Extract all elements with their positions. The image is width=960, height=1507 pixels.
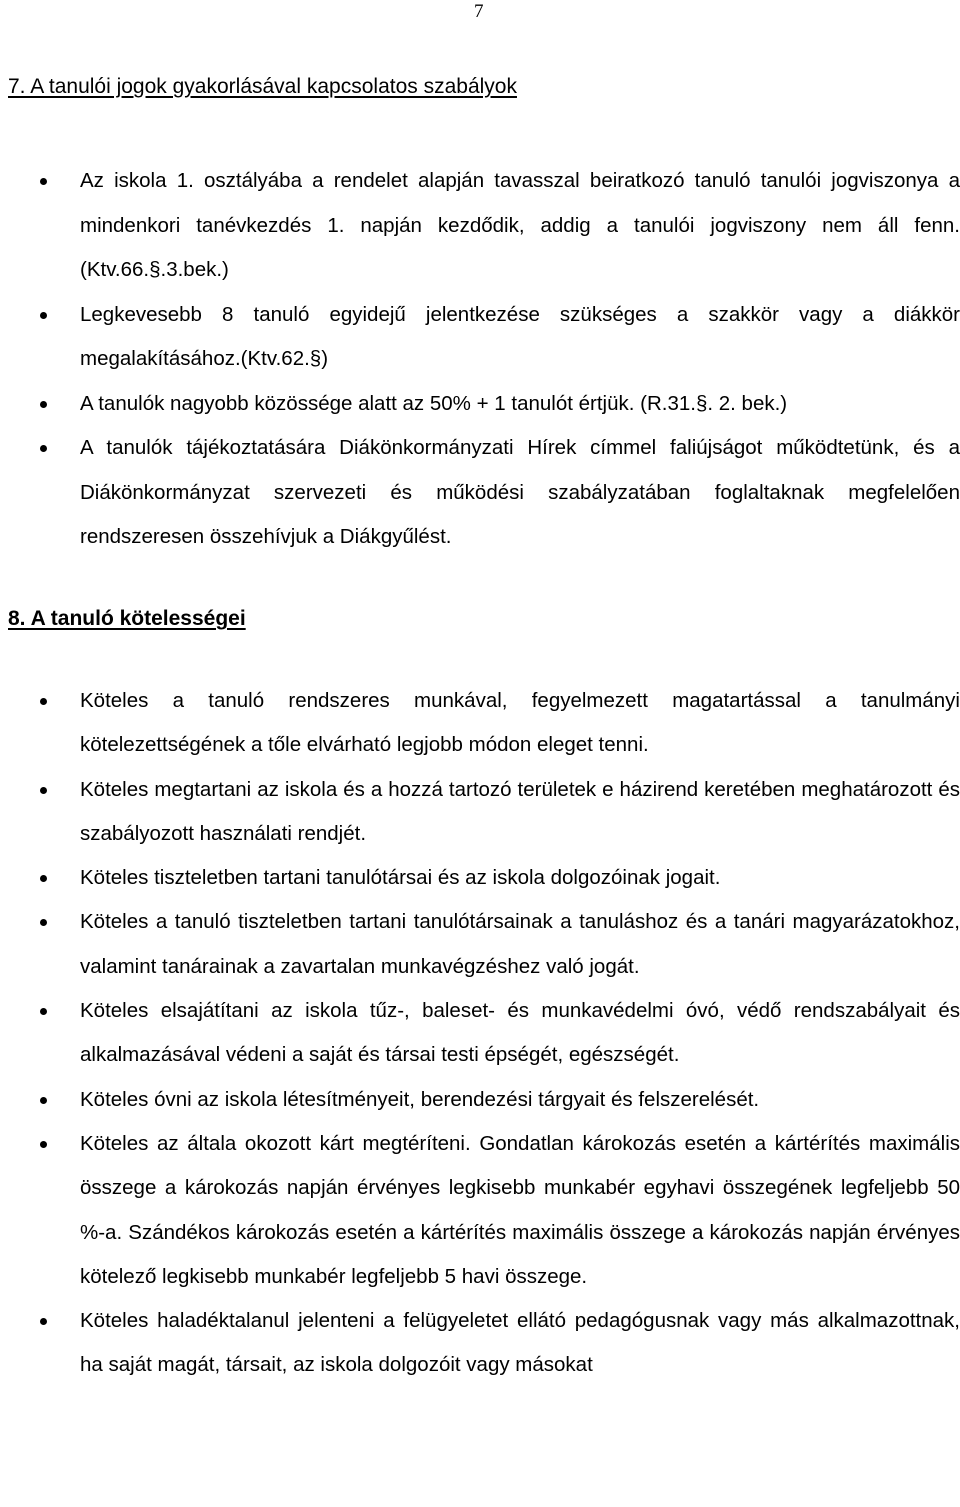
bullet-icon [40,698,47,705]
page-number: 7 [474,1,484,22]
list-item [0,1122,960,1299]
list-item-text: Köteles a tanuló tiszteletben tartani tanulótársainak a tanuláshoz és a tanári magyarázatokhoz, valamint tanárainak a zavartalan munkavégzéshez való jogát. [80,910,960,978]
list-item-text: Köteles a tanuló rendszeres munkával, fegyelmezett magatartással a tanulmányi kötelezettségének a tőle elvárható legjobb módon eleget tenni. [80,689,960,757]
bullet-icon [40,1008,47,1015]
list-item [0,159,960,293]
bullet-icon [40,787,47,794]
list-item [0,426,960,560]
list-item-text: Köteles haladéktalanul jelenteni a felügyeletet ellátó pedagógusnak vagy más alkalmazottnak, ha saját magát, társait, az iskola dolgozóit vagy másokat [80,1309,960,1377]
bullet-icon [40,1318,47,1325]
bullet-icon [40,1097,47,1104]
list-item-text: Köteles tiszteletben tartani tanulótársai és az iskola dolgozóinak jogait. [80,866,721,890]
list-item [0,679,960,768]
list-item [0,293,960,382]
student-rights-list [0,159,960,560]
bullet-icon [40,445,47,452]
list-item [0,900,960,989]
list-item-text: Az iskola 1. osztályába a rendelet alapján tavasszal beiratkozó tanuló tanulói jogviszonya a mindenkori tanévkezdés 1. napján kezdődik, addig a tanulói jogviszony nem áll fenn. (Ktv.66.§.3.bek.) [80,169,960,281]
list-item [0,1299,960,1388]
list-item-text: A tanulók nagyobb közössége alatt az 50% + 1 tanulót értjük. (R.31.§. 2. bek.) [80,391,788,415]
bullet-icon [40,178,47,185]
list-item [0,382,960,427]
list-item-text: Legkevesebb 8 tanuló egyidejű jelentkezése szükséges a szakkör vagy a diákkör megalakításához.(Ktv.62.§) [80,302,960,370]
bullet-icon [40,401,47,408]
section-heading-student-duties: 8. A tanuló kötelességei [8,607,246,630]
list-item [0,856,960,900]
list-item-text: Köteles az általa okozott kárt megtéríteni. Gondatlan károkozás esetén a kártérítés maximális összege a károkozás napján érvényes legkisebb munkabér egyhavi összegének legfeljebb 50 %-a. Szándékos károkozás esetén a kártérítés maximális összege a károkozás napján érvényes kötelező legkisebb munkabér legfeljebb 5 havi összege. [80,1131,960,1288]
list-item-text: Köteles óvni az iskola létesítményeit, berendezési tárgyait és felszerelését. [80,1087,760,1111]
list-item-text: Köteles elsajátítani az iskola tűz-, baleset- és munkavédelmi óvó, védő rendszabályait és alkalmazásával védeni a saját és társai testi épségét, egészségét. [80,999,960,1067]
list-item-text: Köteles megtartani az iskola és a hozzá tartozó területek e házirend keretében meghatározott és szabályozott használati rendjét. [80,777,960,845]
list-item [0,989,960,1078]
bullet-icon [40,312,47,319]
list-item [0,1078,960,1122]
list-item [0,768,960,857]
section-heading-student-rights: 7. A tanulói jogok gyakorlásával kapcsolatos szabályok [8,75,517,98]
list-item-text: A tanulók tájékoztatására Diákönkormányzati Hírek címmel faliújságot működtetünk, és a Diákönkormányzat szervezeti és működési szabályzatában foglaltaknak megfelelően rendszeresen összehívjuk a Diákgyűlést. [80,436,960,548]
bullet-icon [40,1141,47,1148]
bullet-icon [40,875,47,882]
student-duties-list [0,679,960,1388]
bullet-icon [40,919,47,926]
